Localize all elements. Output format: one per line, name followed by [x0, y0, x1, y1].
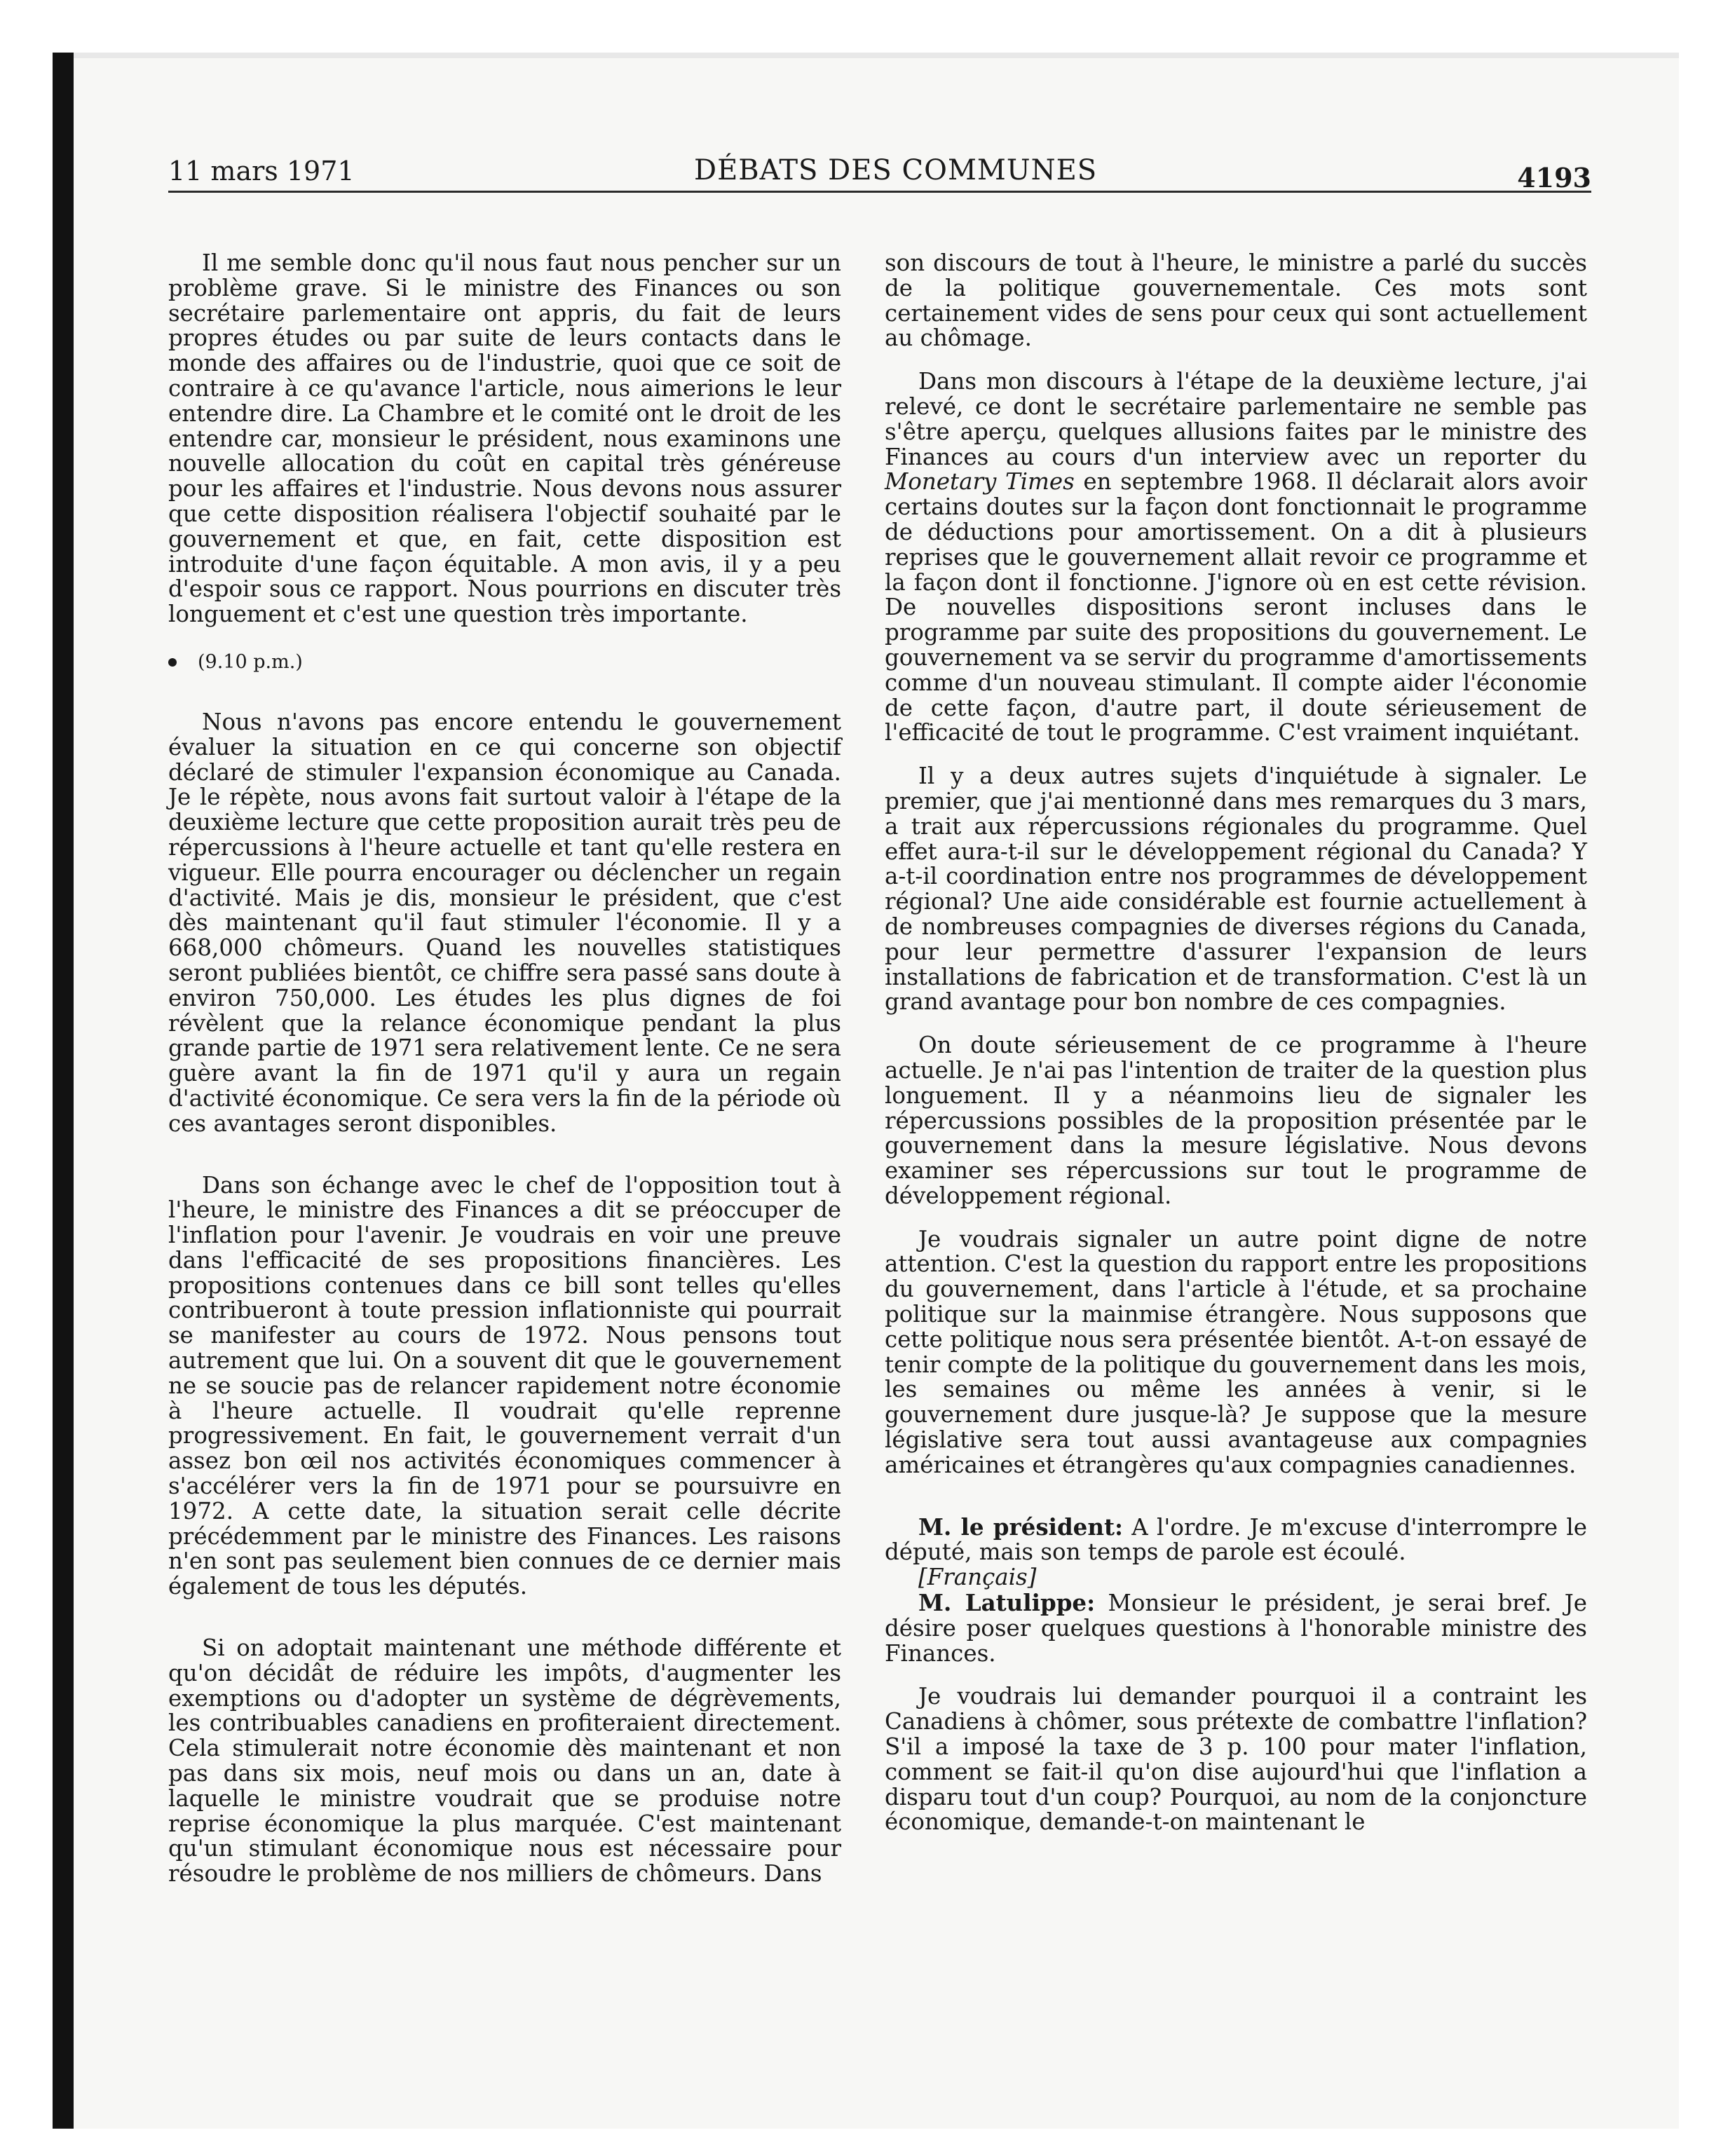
page-number: 4193: [1517, 162, 1591, 193]
paragraph: Il me semble donc qu'il nous faut nous pencher sur un problème grave. Si le ministre des Finances ou son secrétaire parlementaire ont appris, du fait de leurs propres études ou par suite de leurs contacts dans le monde des affaires ou de l'industrie, quoi que ce soit de contraire à ce qu'avance l'article, nous aimerions le leur entendre dire. La Chambre et le comité ont le droit de les entendre car, monsieur le président, nous examinons une nouvelle allocation du coût en capital très généreuse pour les affaires et l'industrie. Nous devons nous assurer que cette disposition réalisera l'objectif souhaité par le gouvernement et que, en fait, cette disposition est introduite d'une façon équitable. A mon avis, il y a peu d'espoir sous ce rapport. Nous pourrions en discuter très longuement et c'est une question très importante.: [168, 250, 841, 628]
language-tag: [Français]: [918, 1564, 1037, 1591]
paragraph: Je voudrais signaler un autre point digne de notre attention. C'est la question du rapport entre les propositions du gouvernement, dans l'article à l'étude, et sa prochaine politique sur la mainmise étrangère. Nous supposons que cette politique nous sera présentée bientôt. A-t-on essayé de tenir compte de la politique du gouvernement dans les mois, les semaines ou même les années à venir, si le gouvernement dure jusque-là? Je suppose que la mesure législative sera tout aussi avantageuse aux compagnies américaines et étrangères qu'aux compagnies canadiennes.: [885, 1225, 1587, 1478]
time-stamp: [168, 651, 841, 674]
paragraph: On doute sérieusement de ce programme à l'heure actuelle. Je n'ai pas l'intention de traiter de la question plus longuement. Il y a néanmoins lieu de signaler les répercussions possibles de la proposition présentée par le gouvernement dans la mesure législative. Nous devons examiner ses répercussions sur tout le programme de développement régional.: [885, 1032, 1587, 1209]
paragraph-text: A l'ordre. Je m'excuse d'interrompre le député, mais son temps de parole est écoulé.: [885, 1513, 1587, 1566]
scan-border-left: [53, 53, 74, 2129]
bullet-icon: [168, 658, 177, 667]
header-title: DÉBATS DES COMMUNES: [694, 154, 1098, 186]
paragraph: Si on adoptait maintenant une méthode différente et qu'on décidât de réduire les impôts, d'augmenter les exemptions ou d'adopter un système de dégrèvements, les contribuables canadiens en profiteraient directement. Cela stimulerait notre économie dès maintenant et non pas dans six mois, neuf mois ou dans un an, date à laquelle le ministre voudrait que se produise notre reprise économique la plus marquée. C'est maintenant qu'un stimulant économique nous est nécessaire pour résoudre le problème de nos milliers de chômeurs. Dans: [168, 1635, 841, 1888]
paragraph-text: Monsieur le président, je serai bref. Je désire poser quelques questions à l'honorable ministre des Finances.: [885, 1590, 1587, 1667]
paragraph: [885, 1515, 1587, 1566]
header-date: 11 mars 1971: [168, 156, 355, 186]
paragraph-text: Dans mon discours à l'étape de la deuxième lecture, j'ai relevé, ce dont le secrétaire parlementaire ne semble pas s'être aperçu, quelques allusions faites par le ministre des Finances au cours d'un interview avec un reporter du: [885, 368, 1587, 470]
speaker-name: M. le président:: [918, 1513, 1123, 1541]
publication-title: Monetary Times: [885, 468, 1075, 496]
paragraph: Nous n'avons pas encore entendu le gouvernement évaluer la situation en ce qui concerne son objectif déclaré de stimuler l'expansion économique au Canada. Je le répète, nous avons fait surtout valoir à l'étape de la deuxième lecture que cette proposition aurait très peu de répercussions à l'heure actuelle et tant qu'elle restera en vigueur. Elle pourra encourager ou déclencher un regain d'activité. Mais je dis, monsieur le président, que c'est dès maintenant qu'il faut stimuler l'économie. Il y a 668,000 chômeurs. Quand les nouvelles statistiques seront publiées bientôt, ce chiffre sera passé sans doute à environ 750,000. Les études les plus dignes de foi révèlent que la relance économique pendant la plus grande partie de 1971 sera relativement lente. Ce ne sera guère avant la fin de 1971 qu'il y aura un regain d'activité économique. Ce sera vers la fin de la période où ces avantages seront disponibles.: [168, 708, 841, 1137]
paragraph: Dans son échange avec le chef de l'opposition tout à l'heure, le ministre des Finances a dit se préoccuper de l'inflation pour l'avenir. Je voudrais en voir une preuve dans l'efficacité de ses propositions financières. Les propositions contenues dans ce bill sont telles qu'elles contribueront à toute pression inflationniste qui pourrait se manifester au cours de 1972. Nous pensons tout autrement que lui. On a souvent dit que le gouvernement ne se soucie pas de relancer rapidement notre économie à l'heure actuelle. Il voudrait qu'elle reprenne progressivement. En fait, le gouvernement verrait d'un assez bon œil nos activités économiques commencer à s'accélérer vers la fin de 1971 pour se poursuivre en 1972. A cette date, la situation serait celle décrite précédemment par le ministre des Finances. Les raisons n'en sont pas seulement bien connues de ce dernier mais également de tous les députés.: [168, 1171, 841, 1600]
page-header: [168, 146, 1591, 193]
right-column: [885, 251, 1587, 1835]
left-column: [168, 251, 841, 1887]
paragraph-text: en septembre 1968. Il déclarait alors avoir certains doutes sur la façon dont fonctionnait le programme de déductions pour amortissement. On a dit à plusieurs reprises que le gouvernement allait revoir ce programme et la façon dont il fonctionne. J'ignore où en est cette révision. De nouvelles dispositions seront incluses dans le programme par suite des propositions du gouvernement. Le gouvernement va se servir du programme d'amortissements comme d'un nouveau stimulant. Il compte aider l'économie de cette façon, d'autre part, il doute sérieusement de l'efficacité de tout le programme. C'est vraiment inquiétant.: [885, 468, 1587, 746]
scan-border-top: [53, 53, 1679, 58]
time-stamp-text: (9.10 p.m.): [198, 650, 303, 673]
paragraph: [885, 1590, 1587, 1666]
paragraph: Je voudrais lui demander pourquoi il a contraint les Canadiens à chômer, sous prétexte de combattre l'inflation? S'il a imposé la taxe de 3 p. 100 pour mater l'inflation, comment se fait-il qu'on dise aujourd'hui que l'inflation a disparu tout d'un coup? Pourquoi, au nom de la conjoncture économique, demande-t-on maintenant le: [885, 1683, 1587, 1836]
paragraph: [885, 369, 1587, 746]
speaker-name: M. Latulippe:: [918, 1589, 1096, 1617]
paragraph: Il y a deux autres sujets d'inquiétude à signaler. Le premier, que j'ai mentionné dans mes remarques du 3 mars, a trait aux répercussions régionales du programme. Quel effet aura-t-il sur le développement régional du Canada? Y a-t-il coordination entre nos programmes de développement régional? Une aide considérable est fournie actuellement à de nombreuses compagnies de diverses régions du Canada, pour leur permettre d'assurer l'expansion de leurs installations de fabrication et de transformation. C'est là un grand avantage pour bon nombre de ces compagnies.: [885, 763, 1587, 1016]
paragraph: son discours de tout à l'heure, le ministre a parlé du succès de la politique gouvernementale. Ces mots sont certainement vides de sens pour ceux qui sont actuellement au chômage.: [885, 250, 1587, 352]
